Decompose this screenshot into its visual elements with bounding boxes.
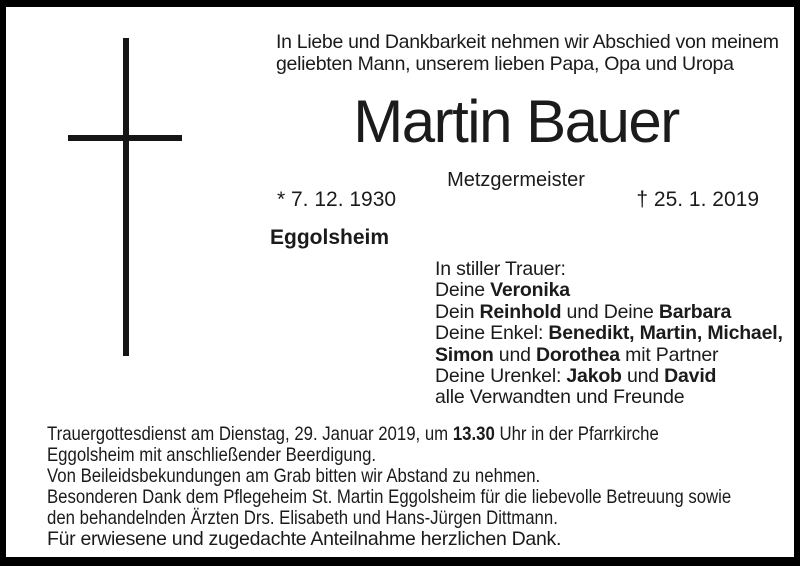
mourner-line — [435, 387, 783, 408]
mourners-list — [435, 259, 783, 409]
text-segment: David — [664, 365, 717, 388]
profession: Metzgermeister — [447, 169, 585, 191]
funeral-line — [47, 508, 731, 529]
text-segment: geliebten Mann, unserem lieben Papa, Opa und Uropa — [276, 52, 734, 75]
text-segment: und Deine — [561, 300, 659, 323]
text-segment: Benedikt, Martin, Michael, — [548, 322, 783, 345]
text-segment: Simon — [435, 343, 494, 366]
text-segment: In stiller Trauer: — [435, 258, 566, 280]
cross-horizontal-bar — [68, 135, 182, 141]
text-segment: Uhr in der Pfarrkirche — [494, 423, 659, 445]
closing-line: Für erwiesene und zugedachte Anteilnahme herzlichen Dank. — [47, 528, 562, 550]
mourner-line — [435, 366, 783, 387]
text-segment: Besonderen Dank dem Pflegeheim St. Martin Eggolsheim für die liebevolle Betreuung sowie — [47, 486, 732, 508]
funeral-details — [47, 424, 731, 529]
text-segment: In Liebe und Dankbarkeit nehmen wir Abschied von meinem — [276, 31, 779, 53]
text-segment: den behandelnden Ärzten Drs. Elisabeth und Hans-Jürgen Dittmann. — [47, 507, 558, 529]
intro-line — [276, 54, 779, 76]
text-segment: mit Partner — [619, 343, 719, 366]
text-segment: Deine — [435, 279, 491, 302]
text-segment: Deine Enkel: — [435, 322, 549, 345]
life-dates — [277, 188, 759, 212]
mourner-line — [435, 345, 783, 366]
funeral-line — [47, 445, 731, 466]
text-segment: und — [493, 343, 536, 366]
text-segment: Dein — [435, 300, 480, 323]
text-segment: alle Verwandten und Freunde — [435, 386, 685, 409]
text-segment: Reinhold — [479, 300, 562, 323]
text-segment: Trauergottesdienst am Dienstag, 29. Januar 2019, um — [47, 423, 453, 445]
intro-line — [276, 32, 779, 54]
funeral-line — [47, 466, 731, 487]
mourner-line — [435, 302, 783, 323]
death-date: † 25. 1. 2019 — [636, 188, 759, 211]
intro-text — [276, 32, 779, 75]
text-segment: 13.30 — [452, 423, 495, 445]
text-segment: Eggolsheim mit anschließender Beerdigung. — [47, 444, 377, 466]
mourner-line — [435, 280, 783, 301]
text-segment: Dorothea — [535, 343, 620, 366]
place-name: Eggolsheim — [270, 226, 390, 249]
funeral-line — [47, 487, 731, 508]
text-segment: Veronika — [490, 279, 570, 302]
mourner-line — [435, 259, 783, 280]
text-segment: Von Beileidsbekundungen am Grab bitten wir Abstand zu nehmen. — [47, 465, 541, 487]
cross-vertical-bar — [123, 38, 129, 356]
funeral-line — [47, 424, 731, 445]
mourner-line — [435, 323, 783, 344]
text-segment: Barbara — [658, 300, 732, 323]
birth-date: * 7. 12. 1930 — [277, 188, 397, 211]
text-segment: und — [621, 365, 665, 388]
deceased-name: Martin Bauer — [353, 88, 679, 155]
text-segment: Jakob — [566, 365, 622, 388]
text-segment: Deine Urenkel: — [435, 365, 567, 388]
